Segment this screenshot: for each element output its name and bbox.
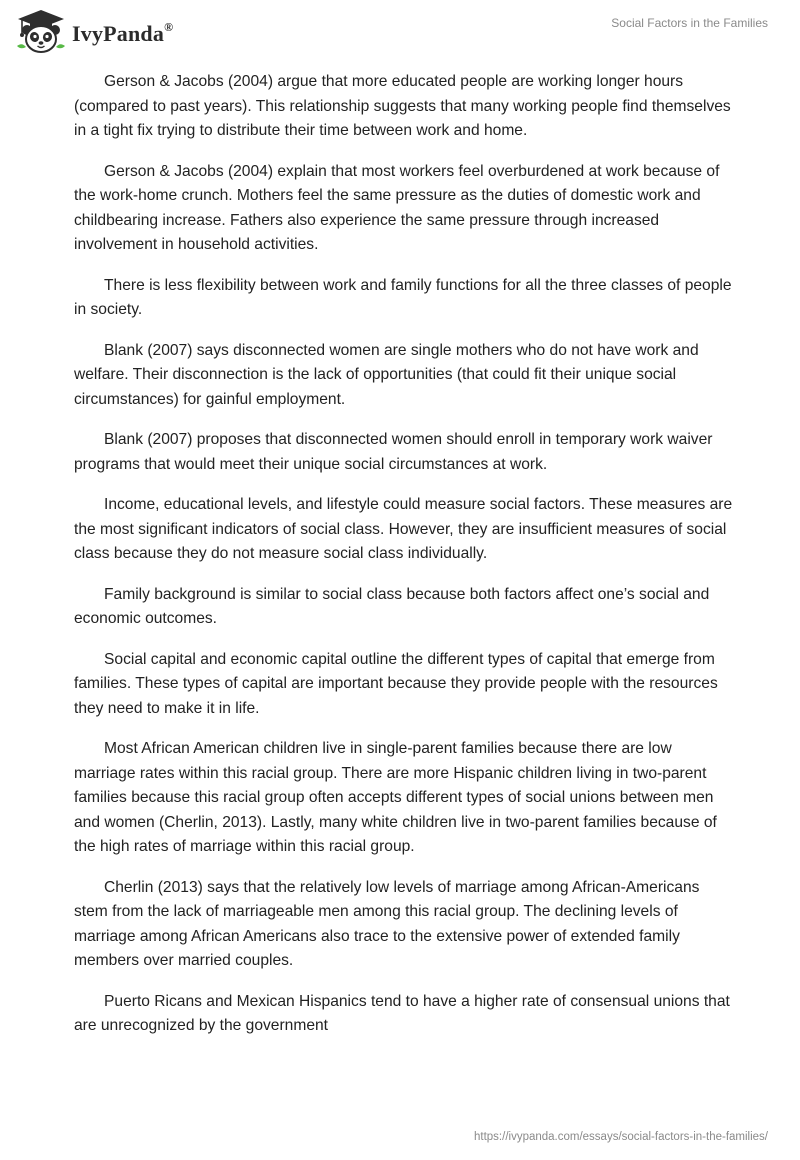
paragraph-8: Social capital and economic capital outline the different types of capital that emerge from families. These types of capital are important because they provide people with the resources they need to make it in life. xyxy=(74,650,718,717)
paragraph-11: Puerto Ricans and Mexican Hispanics tend to have a higher rate of consensual unions that are unrecognized by the government xyxy=(74,992,730,1034)
paragraph-1: Gerson & Jacobs (2004) argue that more educated people are working longer hours (compared to past years). This relationship suggests that many working people find themselves in a tight fix trying to distribute their time between work and home. xyxy=(74,73,731,139)
paragraph-10: Cherlin (2013) says that the relatively low levels of marriage among African-Americans stem from the lack of marriageable men among this racial group. The declining levels of marriage among African Americans also trace to the extensive power of extended family members over married couples. xyxy=(74,878,700,969)
essay-body xyxy=(74,70,734,1055)
panda-graduation-cap-icon xyxy=(14,8,68,54)
paragraph-9: Most African American children live in single-parent families because there are low marriage rates within this racial group. There are more Hispanic children living in two-parent families because this racial group often accepts different types of social unions between men and women (Cherlin, 2013). Lastly, many white children live in two-parent families because of the high rates of marriage within this racial group. xyxy=(74,740,717,855)
paragraph-7: Family background is similar to social class because both factors affect one’s social and economic outcomes. xyxy=(74,585,710,627)
page-header xyxy=(0,0,800,62)
registered-mark: ® xyxy=(164,19,174,34)
logo[interactable] xyxy=(14,8,173,54)
paragraph-5: Blank (2007) proposes that disconnected women should enroll in temporary work waiver programs that would meet their unique social circumstances at work. xyxy=(74,431,713,473)
source-url[interactable]: https://ivypanda.com/essays/social-factors-in-the-families/ xyxy=(474,1131,768,1143)
paragraph-3: There is less flexibility between work and family functions for all the three classes of people in society. xyxy=(74,276,732,318)
paragraph-6: Income, educational levels, and lifestyle could measure social factors. These measures are the most significant indicators of social class. However, they are insufficient measures of social class because they do not measure social class individually. xyxy=(74,496,733,562)
paragraph-4: Blank (2007) says disconnected women are single mothers who do not have work and welfare. Their disconnection is the lack of opportunities (that could fit their unique social circumstances) for gainful employment. xyxy=(74,341,699,408)
paragraph-2: Gerson & Jacobs (2004) explain that most workers feel overburdened at work because of the work-home crunch. Mothers feel the same pressure as the duties of domestic work and childbearing increase. Fathers also experience the same pressure through increased involvement in household activities. xyxy=(74,162,720,253)
brand-name: IvyPanda® xyxy=(72,19,174,46)
document-title: Social Factors in the Families xyxy=(611,16,768,30)
